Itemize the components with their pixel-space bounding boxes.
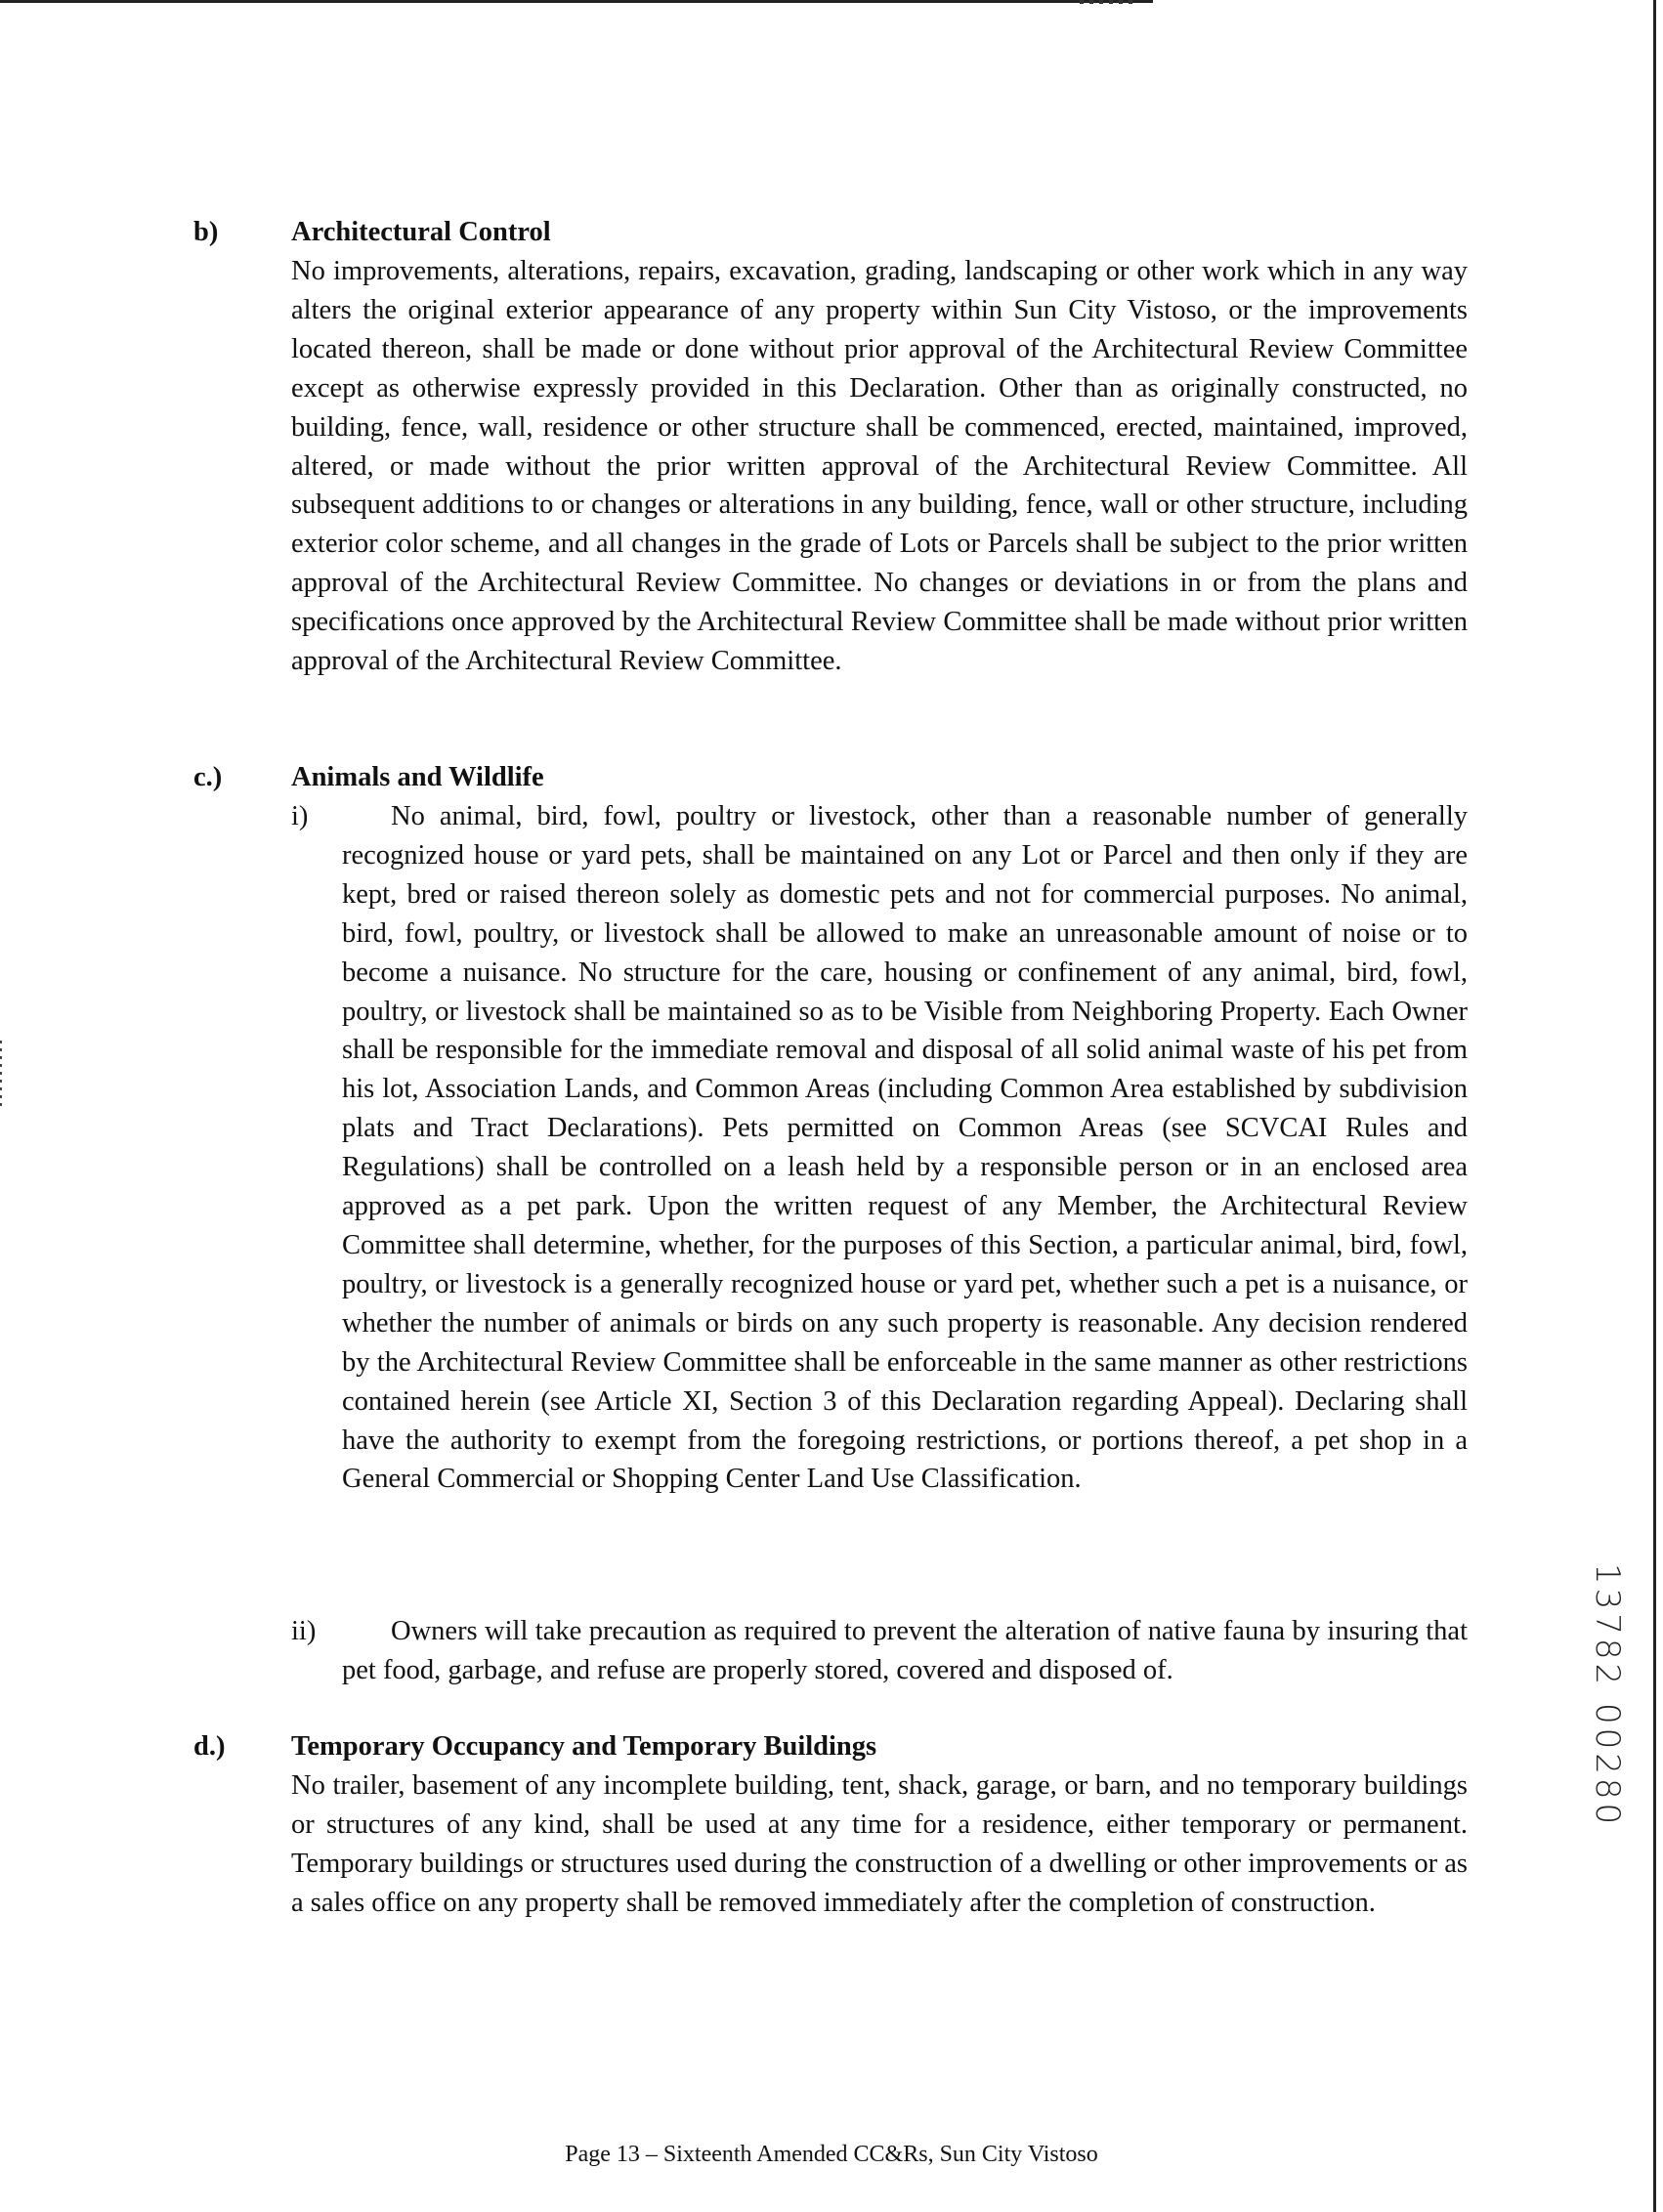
scan-top-border bbox=[0, 0, 1153, 3]
section-heading: Animals and Wildlife bbox=[291, 762, 544, 792]
list-item-label: ii) bbox=[291, 1616, 317, 1646]
page-footer: Page 13 – Sixteenth Amended CC&Rs, Sun City Vistoso bbox=[565, 2142, 1098, 2167]
document-stamp-number: 13782 00280 bbox=[1588, 1563, 1627, 1829]
section-heading: Architectural Control bbox=[291, 217, 551, 247]
scan-left-speckle bbox=[0, 1041, 2, 1109]
section-label: d.) bbox=[193, 1731, 226, 1762]
section-heading: Temporary Occupancy and Temporary Buildings bbox=[291, 1731, 877, 1762]
scan-top-speckle bbox=[1080, 0, 1138, 4]
section-label: b) bbox=[193, 217, 219, 247]
list-item-label: i) bbox=[291, 801, 309, 831]
section-body: No trailer, basement of any incomplete building, tent, shack, garage, or barn, and no temporary buildings or structures of any kind, shall be used at any time for a residence, either temporary or permanent. Temporary buildings or structures used during the construction of a dwelling or other improvements or as a sales office on any property shall be removed immediately after the completion of construction. bbox=[291, 1770, 1468, 1918]
scan-right-border bbox=[1653, 0, 1656, 2212]
section-body: No improvements, alterations, repairs, excavation, grading, landscaping or other work which in any way alters the original exterior appearance of any property within Sun City Vistoso, or the improvements located thereon, shall be made or done without prior approval of the Architectural Review Committee except as otherwise expressly provided in this Declaration. Other than as originally constructed, no building, fence, wall, residence or other structure shall be commenced, erected, maintained, improved, altered, or made without the prior written approval of the Architectural Review Committee. All subsequent additions to or changes or alterations in any building, fence, wall or other structure, including exterior color scheme, and all changes in the grade of Lots or Parcels shall be subject to the prior written approval of the Architectural Review Committee. No changes or deviations in or from the plans and specifications once approved by the Architectural Review Committee shall be made without prior written approval of the Architectural Review Committee. bbox=[291, 256, 1468, 677]
list-item-text: Owners will take precaution as required to prevent the alteration of native fauna by insuring that pet food, garbage, and refuse are properly stored, covered and disposed of. bbox=[342, 1616, 1468, 1685]
list-item-text: No animal, bird, fowl, poultry or livestock, other than a reasonable number of generally recognized house or yard pets, shall be maintained on any Lot or Parcel and then only if they are kept, bred or raised thereon solely as domestic pets and not for commercial purposes. No animal, bird, fowl, poultry, or livestock shall be allowed to make an unreasonable amount of noise or to become a nuisance. No structure for the care, housing or confinement of any animal, bird, fowl, poultry, or livestock shall be maintained so as to be Visible from Neighboring Property. Each Owner shall be responsible for the immediate removal and disposal of all solid animal waste of his pet from his lot, Association Lands, and Common Areas (including Common Area established by subdivision plats and Tract Declarations). Pets permitted on Common Areas (see SCVCAI Rules and Regulations) shall be controlled on a leash held by a responsible person or in an enclosed area approved as a pet park. Upon the written request of any Member, the Architectural Review Committee shall determine, whether, for the purposes of this Section, a particular animal, bird, fowl, poultry, or livestock is a generally recognized house or yard pet, whether such a pet is a nuisance, or whether the number of animals or birds on any such property is reasonable. Any decision rendered by the Architectural Review Committee shall be enforceable in the same manner as other restrictions contained herein (see Article XI, Section 3 of this Declaration regarding Appeal). Declaring shall have the authority to exempt from the foregoing restrictions, or portions thereof, a pet shop in a General Commercial or Shopping Center Land Use Classification. bbox=[342, 801, 1468, 1495]
section-label: c.) bbox=[193, 762, 223, 792]
